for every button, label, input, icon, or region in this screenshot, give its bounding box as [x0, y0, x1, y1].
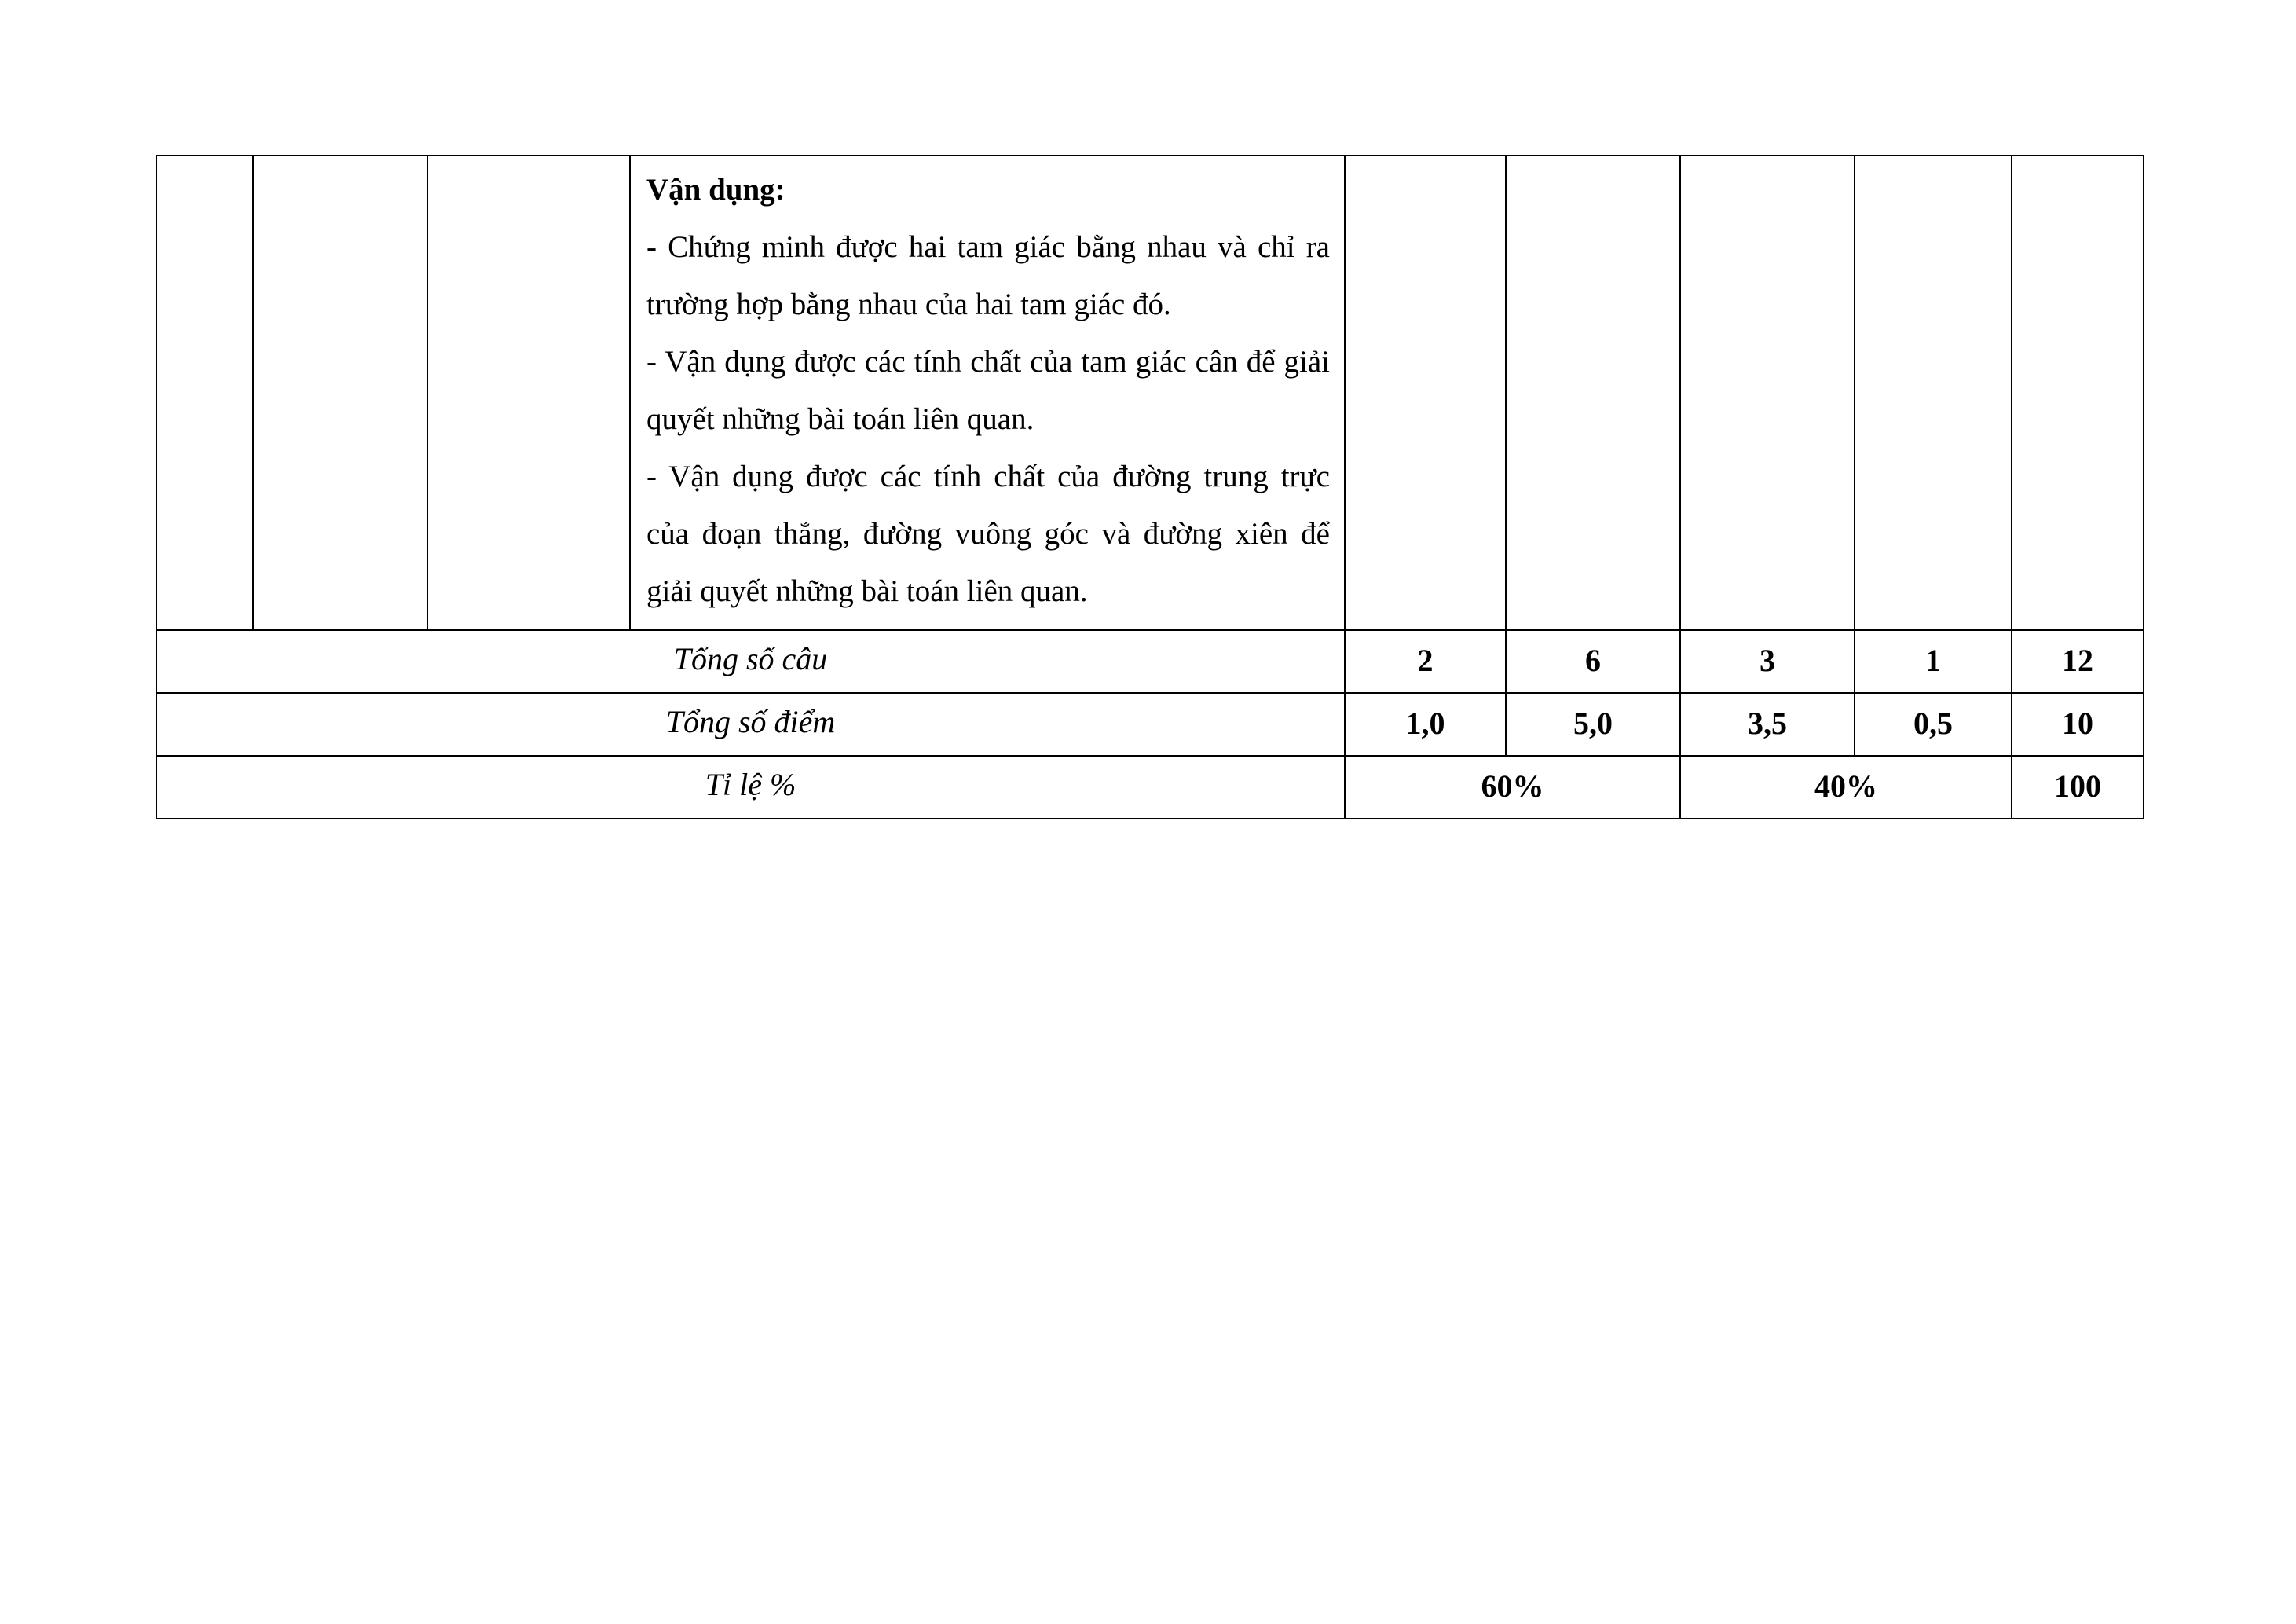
total-questions-label: Tổng số câu [156, 630, 1345, 693]
total-points-value: 1,0 [1345, 693, 1506, 756]
ratio-group-2-value: 40% [1680, 756, 2012, 819]
ratio-row [156, 756, 2144, 819]
level-cell-understanding [1506, 156, 1680, 630]
total-points-value: 5,0 [1506, 693, 1680, 756]
total-points-value: 3,5 [1680, 693, 1855, 756]
total-cell [2012, 156, 2144, 630]
level-cell-recognition [1345, 156, 1506, 630]
topic-number-cell [156, 156, 253, 630]
total-points-value: 0,5 [1855, 693, 2012, 756]
requirement-line: - Vận dụng được các tính chất của tam giác cân để giải quyết những bài toán liên quan. [646, 345, 1330, 436]
requirement-heading: Vận dụng: [646, 173, 785, 207]
total-points-row [156, 693, 2144, 756]
ratio-group-1-value: 60% [1345, 756, 1680, 819]
content-row [156, 156, 2144, 630]
level-cell-high-application [1855, 156, 2012, 630]
requirement-line: - Chứng minh được hai tam giác bằng nhau và chỉ ra trường hợp bằng nhau của hai tam giác đó. [646, 230, 1330, 321]
total-questions-value: 3 [1680, 630, 1855, 693]
content-unit-cell [427, 156, 630, 630]
total-questions-value: 2 [1345, 630, 1506, 693]
total-points-value: 10 [2012, 693, 2144, 756]
total-questions-value: 6 [1506, 630, 1680, 693]
topic-cell [253, 156, 427, 630]
assessment-matrix-table [156, 155, 2144, 819]
ratio-total-value: 100 [2012, 756, 2144, 819]
total-questions-value: 1 [1855, 630, 2012, 693]
requirement-description-cell [630, 156, 1345, 630]
total-questions-value: 12 [2012, 630, 2144, 693]
total-points-label: Tổng số điểm [156, 693, 1345, 756]
ratio-label: Tỉ lệ % [156, 756, 1345, 819]
level-cell-application [1680, 156, 1855, 630]
requirement-line: - Vận dụng được các tính chất của đường trung trực của đoạn thẳng, đường vuông góc và đường xiên để giải quyết những bài toán liên quan. [646, 460, 1330, 608]
total-questions-row [156, 630, 2144, 693]
